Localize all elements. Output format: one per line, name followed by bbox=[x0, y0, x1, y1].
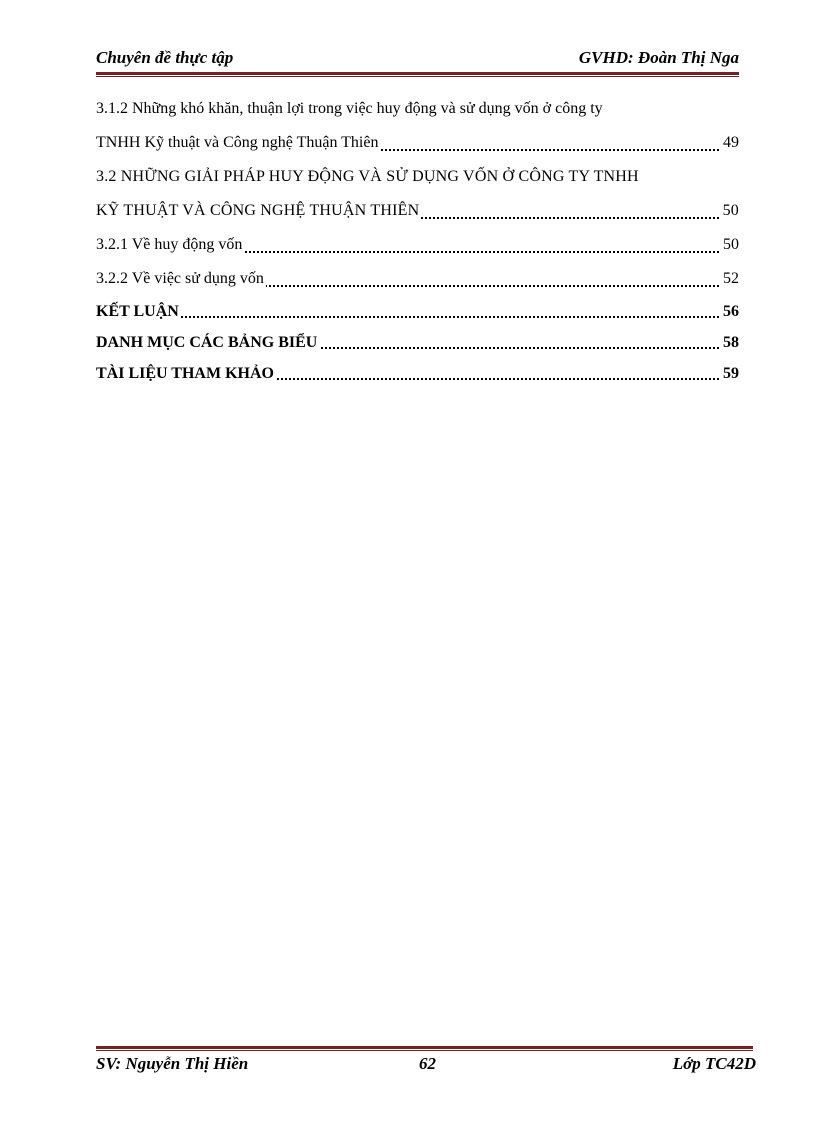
toc-entry-3-1-2-line1: 3.1.2 Những khó khăn, thuận lợi trong việc huy động và sử dụng vốn ở công ty bbox=[96, 100, 603, 117]
toc-page-number: 58 bbox=[721, 327, 739, 358]
header-rule bbox=[96, 72, 739, 77]
toc-entry-3-2-1: 3.2.1 Về huy động vốn 50 bbox=[96, 228, 739, 262]
toc-page-number: 50 bbox=[721, 228, 739, 262]
toc-page-number: 59 bbox=[721, 358, 739, 389]
toc-page-number: 49 bbox=[721, 126, 739, 160]
footer-page-number: 62 bbox=[419, 1054, 436, 1073]
toc-page-number: 52 bbox=[721, 262, 739, 296]
table-of-contents bbox=[96, 92, 739, 389]
toc-entry-tai-lieu: TÀI LIỆU THAM KHẢO 59 bbox=[96, 358, 739, 389]
toc-page-number: 50 bbox=[721, 194, 739, 228]
toc-entry-3-2-2: 3.2.2 Về việc sử dụng vốn 52 bbox=[96, 262, 739, 296]
toc-entry-3-2-line1: 3.2 NHỮNG GIẢI PHÁP HUY ĐỘNG VÀ SỬ DỤNG VỐN Ở CÔNG TY TNHH bbox=[96, 168, 639, 185]
toc-entry-ket-luan: KẾT LUẬN 56 bbox=[96, 296, 739, 327]
toc-entry-danh-muc: DANH MỤC CÁC BẢNG BIỂU 58 bbox=[96, 327, 739, 358]
toc-entry-3-2-line2: KỸ THUẬT VÀ CÔNG NGHỆ THUẬN THIÊN 50 bbox=[96, 194, 739, 228]
footer-rule bbox=[96, 1046, 753, 1051]
header-supervisor: GVHD: Đoàn Thị Nga bbox=[578, 48, 739, 67]
header-document-type: Chuyên đề thực tập bbox=[96, 48, 234, 67]
page-footer bbox=[96, 1054, 756, 1078]
page-header bbox=[96, 48, 739, 70]
footer-class: Lớp TC42D bbox=[672, 1054, 756, 1073]
toc-page-number: 56 bbox=[721, 296, 739, 327]
toc-entry-3-1-2-line2: TNHH Kỹ thuật và Công nghệ Thuận Thiên 49 bbox=[96, 126, 739, 160]
footer-student-name: SV: Nguyễn Thị Hiền bbox=[96, 1054, 249, 1073]
